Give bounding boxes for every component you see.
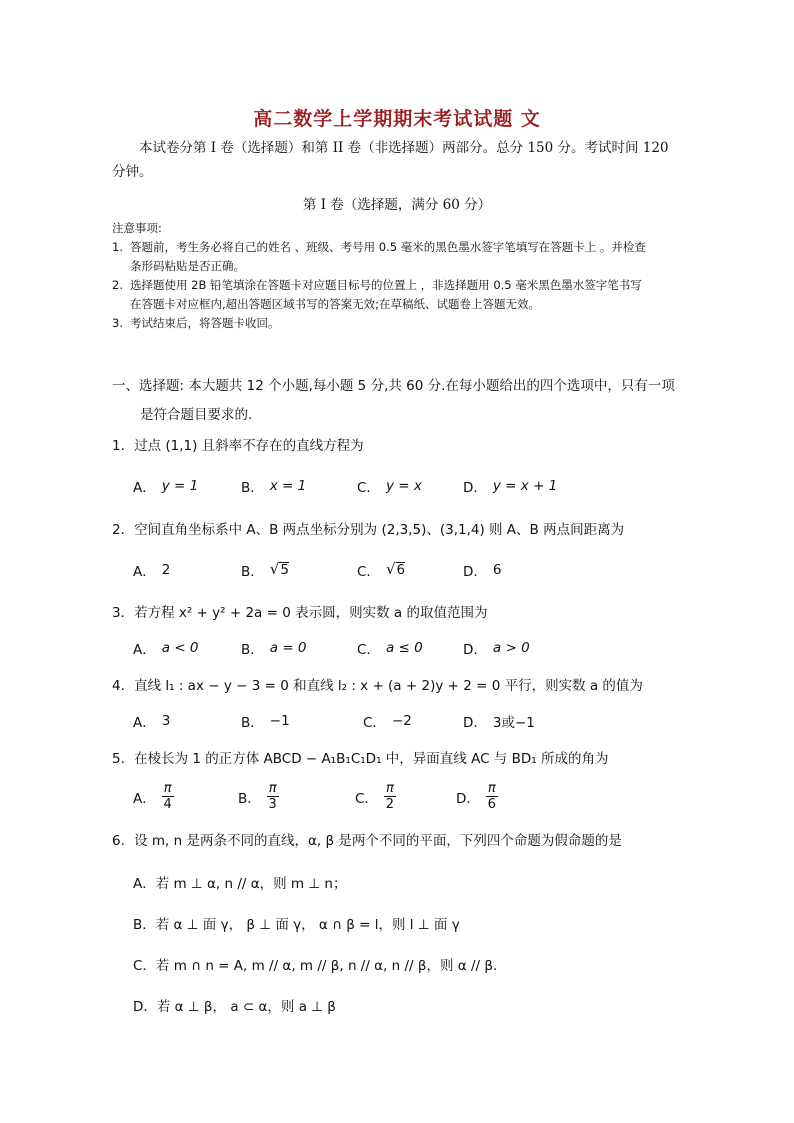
question-2-stem: 2．空间直角坐标系中 A、B 两点坐标分别为 (2,3,5)、(3,1,4) 则 A、B 两点间距离为 <box>112 522 625 538</box>
question-6-option-b: B．若 α ⊥ 面 γ， β ⊥ 面 γ， α ∩ β = l，则 l ⊥ 面 γ <box>133 917 460 933</box>
question-2-options <box>133 560 502 580</box>
option-c: C． √ 6 <box>357 560 406 580</box>
note-text: 答题前，考生务必将自己的姓名 、班级、考号用 0.5 毫米的黑色墨水签字笔填写在答题卡上 。并检查 <box>130 240 646 254</box>
option-d: D． 6 <box>463 562 502 580</box>
note-item <box>112 238 692 276</box>
sqrt-expression: √ 5 <box>269 560 289 578</box>
note-text: 在答题卡对应框内,超出答题区域书写的答案无效;在草稿纸、试题卷上答题无效。 <box>130 297 541 311</box>
option-c: C． y = x <box>357 478 422 496</box>
note-number: 3. <box>112 316 123 330</box>
option-a: A． 2 <box>133 562 171 580</box>
question-5-options <box>133 781 498 812</box>
question-6-stem: 6．设 m, n 是两条不同的直线，α, β 是两个不同的平面，下列四个命题为假命题的是 <box>112 833 622 849</box>
note-number: 2. <box>112 278 123 292</box>
option-b: B． √ 5 <box>241 560 289 580</box>
fraction: $\frac{\pi}{4}$ <box>163 781 172 812</box>
question-6-option-d: D．若 α ⊥ β， a ⊂ α，则 a ⊥ β <box>133 999 336 1015</box>
intro-line-2: 分钟。 <box>112 164 153 180</box>
option-b: B． a = 0 <box>241 640 307 658</box>
option-d: D． $\frac{\pi}{6}$ <box>456 781 496 812</box>
notes-block <box>112 218 692 333</box>
notes-heading: 注意事项: <box>112 221 162 235</box>
question-1-stem: 1．过点 (1,1) 且斜率不存在的直线方程为 <box>112 438 364 454</box>
fraction: $\frac{\pi}{3}$ <box>268 781 277 812</box>
note-text: 选择题使用 2B 铅笔填涂在答题卡对应题目标号的位置上 ，非选择题用 0.5 毫米黑色墨水签字笔书写 <box>130 278 642 292</box>
question-6-option-a: A．若 m ⊥ α, n // α，则 m ⊥ n； <box>133 876 347 892</box>
option-c: C． $\frac{\pi}{2}$ <box>355 781 394 812</box>
option-c: C． −2 <box>363 713 412 731</box>
section-heading: 一、选择题: 本大题共 12 个小题,每小题 5 分,共 60 分.在每小题给出的四个选项中，只有一项 <box>112 378 675 394</box>
part-title: 第 I 卷（选择题，满分 60 分） <box>302 197 492 213</box>
note-text: 条形码粘贴是否正确。 <box>130 259 245 273</box>
question-4-options <box>133 711 535 731</box>
question-1-options <box>133 476 557 496</box>
sqrt-expression: √ 6 <box>385 560 406 578</box>
note-number: 1. <box>112 240 123 254</box>
option-b: B． −1 <box>241 713 290 731</box>
option-a: A． $\frac{\pi}{4}$ <box>133 781 172 812</box>
option-c: C． a ≤ 0 <box>357 640 423 658</box>
option-a: A． 3 <box>133 713 171 731</box>
intro-line-1: 本试卷分第 I 卷（选择题）和第 II 卷（非选择题）两部分。总分 150 分。考试时间 120 <box>139 140 669 156</box>
question-6-option-c: C．若 m ∩ n = A, m // α, m // β, n // α, n // β，则 α // β. <box>133 958 498 974</box>
section-heading-cont: 是符合题目要求的. <box>140 407 253 423</box>
note-item <box>112 276 692 314</box>
question-3-stem: 3．若方程 x² + y² + 2a = 0 表示圆，则实数 a 的取值范围为 <box>112 605 488 621</box>
fraction: $\frac{\pi}{6}$ <box>487 781 496 812</box>
question-4-stem: 4．直线 l₁ : ax − y − 3 = 0 和直线 l₂ : x + (a + 2)y + 2 = 0 平行，则实数 a 的值为 <box>112 678 643 694</box>
page-title: 高二数学上学期期末考试试题 文 <box>253 108 541 130</box>
note-text: 考试结束后，将答题卡收回。 <box>130 316 280 330</box>
option-b: B． $\frac{\pi}{3}$ <box>238 781 277 812</box>
question-5-stem: 5．在棱长为 1 的正方体 ABCD − A₁B₁C₁D₁ 中，异面直线 AC 与 BD₁ 所成的角为 <box>112 751 609 767</box>
question-3-options <box>133 638 530 658</box>
option-d: D． a > 0 <box>463 640 530 658</box>
fraction: $\frac{\pi}{2}$ <box>385 781 394 812</box>
option-a: A． a < 0 <box>133 640 199 658</box>
option-d: D． 3或−1 <box>463 715 535 731</box>
option-b: B． x = 1 <box>241 478 307 496</box>
option-d: D． y = x + 1 <box>463 478 558 496</box>
note-item <box>112 314 692 333</box>
option-a: A． y = 1 <box>133 478 199 496</box>
